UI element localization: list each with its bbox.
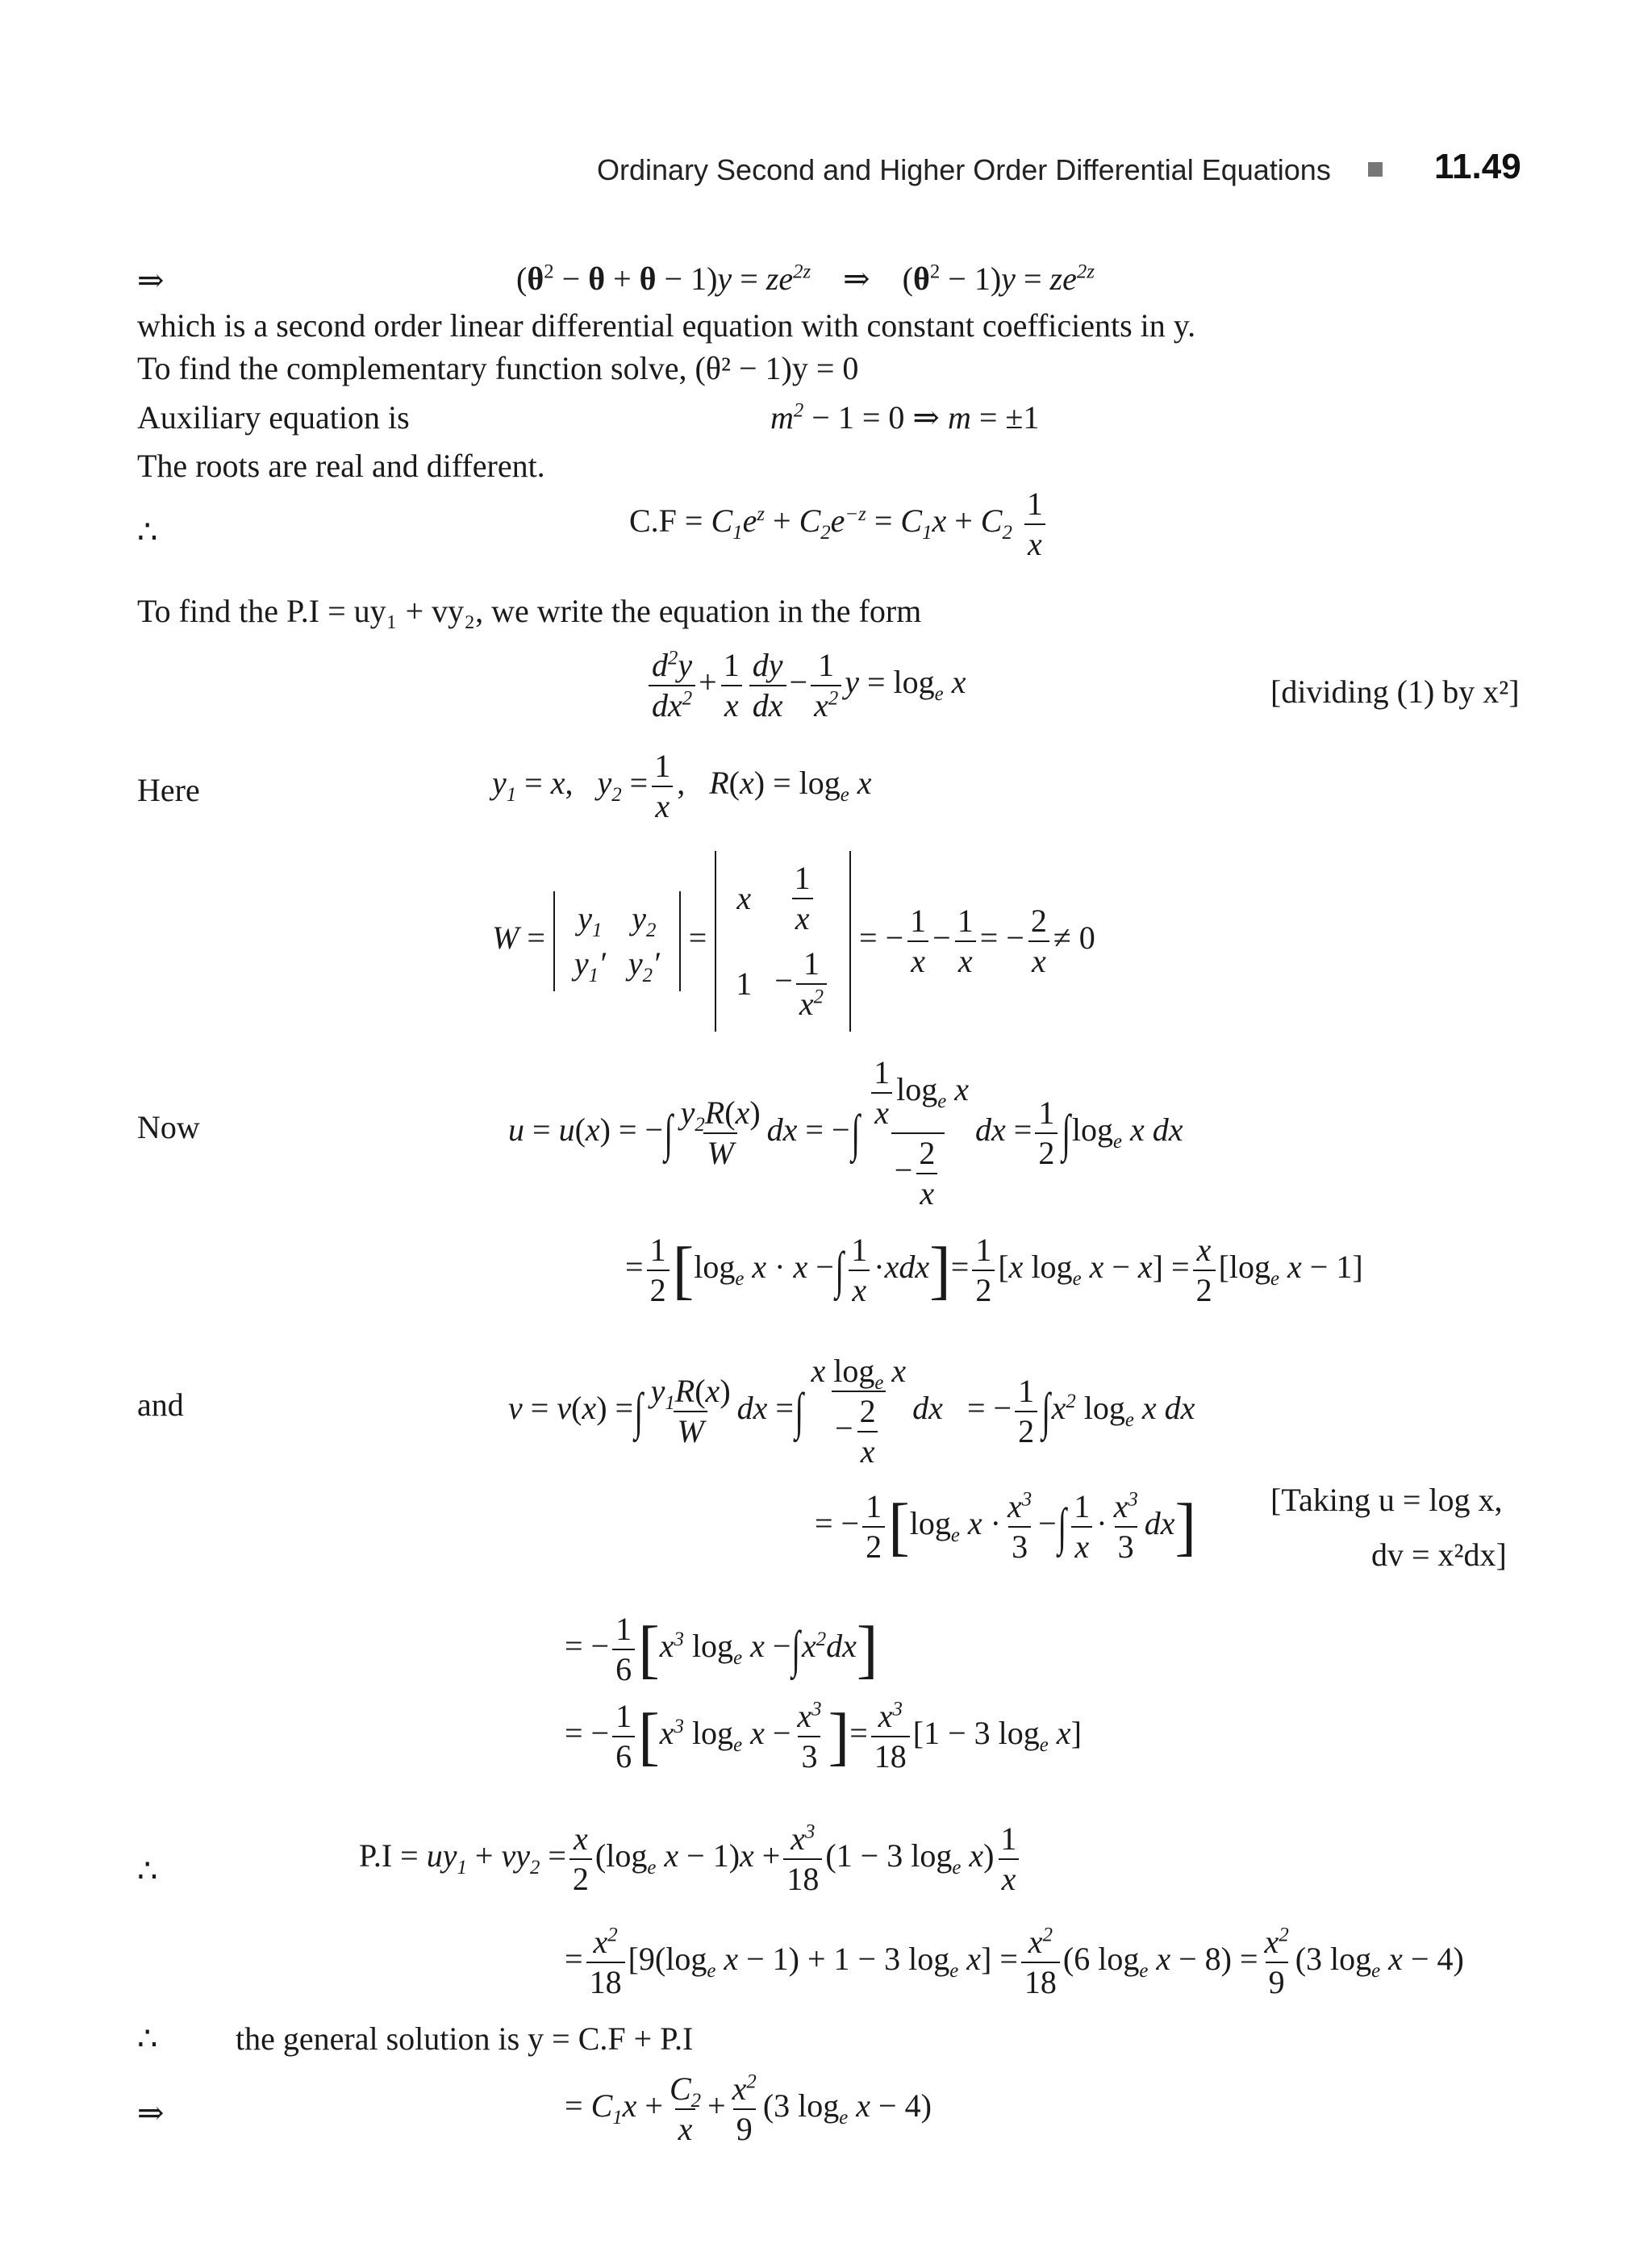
- header-square-icon: [1368, 162, 1383, 177]
- text-find-complementary: To find the complementary function solve, (θ² − 1)y = 0: [137, 350, 859, 386]
- label-and: and: [137, 1387, 184, 1423]
- text-roots-real: The roots are real and different.: [137, 448, 545, 484]
- page-number: 11.49: [1434, 147, 1521, 186]
- implies-symbol-2: ⇒: [137, 2095, 165, 2131]
- u-integral: u = u(x) = −∫ $\frac{y_2R(x)}{W}$ dx = −∫ $\frac{1}{x}$ $\log_e x$ − $\frac{2}{x}$ dx = $\frac{1}{2}$ $\int\log_e$ x dx: [508, 1054, 1183, 1211]
- taking-note-line-1: [Taking u = log x,: [1270, 1482, 1503, 1518]
- final-solution: = $C_1x$ + $\frac{C_2}{x}$ + $\frac{x^2}{9}$ (3 $\log_e x - 4$): [565, 2070, 932, 2147]
- running-header-title: Ordinary Second and Higher Order Differential Equations: [597, 153, 1331, 186]
- implies-symbol-1: ⇒: [137, 262, 165, 298]
- taking-note-line-2: dv = x²dx]: [1371, 1537, 1507, 1573]
- v-step-1: = − $\frac{1}{2}$ [$\log_e$ x · $\frac{x^3}{3}$ −∫ $\frac{1}{x}$ · $\frac{x^3}{3}$ dx]: [815, 1488, 1197, 1565]
- v-integral: v = v(x) =∫ $\frac{y_1R(x)}{W}$ dx =∫ x $\log_e x$ − $\frac{2}{x}$ dx = − $\frac{1}{2}$ $\int x^2$ $\log_e x$ dx: [508, 1353, 1195, 1470]
- u-result: = $\frac{1}{2}$ [$\log_e$ x · x −∫ $\frac{1}{x}$ ·xdx]= $\frac{1}{2}$ [x $\log_e x - x$] = $\frac{x}{2}$ [$\log_e$ x − 1]: [625, 1232, 1363, 1308]
- here-definitions: $y_1 = x$, $y_2$ = $\frac{1}{x}$ , $R(x) = \log_e x$: [492, 748, 872, 824]
- v-step-2: = − $\frac{1}{6}$ [$x^3$ $\log_e x -\int x^2dx$]: [565, 1611, 878, 1687]
- pi-equation: $P.I = uy_1 + vy_2$ = $\frac{x}{2}$ ($\log_e$ x − 1)x + $\frac{x^3}{18}$ (1 − 3 $\log_e x$) $\frac{1}{x}$: [359, 1823, 1023, 1895]
- dividing-note: [dividing (1) by x²]: [1270, 673, 1520, 710]
- text-second-order-linear: which is a second order linear differential equation with constant coefficients in y.: [137, 307, 1196, 344]
- aux-label: Auxiliary equation is: [137, 399, 410, 436]
- therefore-symbol-2: ∴: [137, 1853, 158, 1889]
- text-find-pi: To find the P.I = uy₁ + vy₂, we write the equation in the form: [137, 593, 922, 629]
- equation-theta-operator: $(\theta^2 - \theta + \theta - 1)y = ze^{2z}$ ⇒ $(\theta^2 - 1)y = ze^{2z}$: [516, 261, 1095, 297]
- ode-standard-form: $\frac{d^2y}{dx^2}$ + $\frac{1}{x}$ $\frac{dy}{dx}$ − $\frac{1}{x^2}$ $y = \log_e x$: [645, 649, 966, 722]
- pi-simplified: = $\frac{x^2}{18}$ [$9(\log_e$ x − 1) + 1 − 3 $\log_e x$] = $\frac{x^2}{18}$ (6 $\log_e x - 8$) = $\frac{x^2}{9}$ (3 $\log_e x - 4$): [565, 1924, 1464, 2000]
- wronskian: W = $y_1$ $y_2$ $y_1'$ $y_2'$ = x $\frac{1}{x}$ 1 − $\frac{1}{x^2}$ = − $\frac{1}{x}$ − $\frac{1}{x}$ = − $\frac{2}{x}$ ≠ 0: [492, 851, 1095, 1032]
- therefore-symbol-3: ∴: [137, 2020, 158, 2057]
- cf-equation: $C.F = C_1e^z + C_2e^{-z} = C_1x + C_2$ $\frac{1}{x}$: [629, 488, 1049, 561]
- v-step-3: = − $\frac{1}{6}$ [$x^3$ $\log_e x$ − $\frac{x^3}{3}$ ]= $\frac{x^3}{18}$ [1 − 3 $\log_e x$]: [565, 1698, 1082, 1774]
- text-general-solution: the general solution is y = C.F + P.I: [236, 2020, 694, 2057]
- label-now: Now: [137, 1109, 200, 1145]
- therefore-symbol-1: ∴: [137, 514, 158, 550]
- aux-equation: $m^2 - 1 = 0$ ⇒ m = ±1: [770, 399, 1040, 436]
- label-here: Here: [137, 772, 200, 808]
